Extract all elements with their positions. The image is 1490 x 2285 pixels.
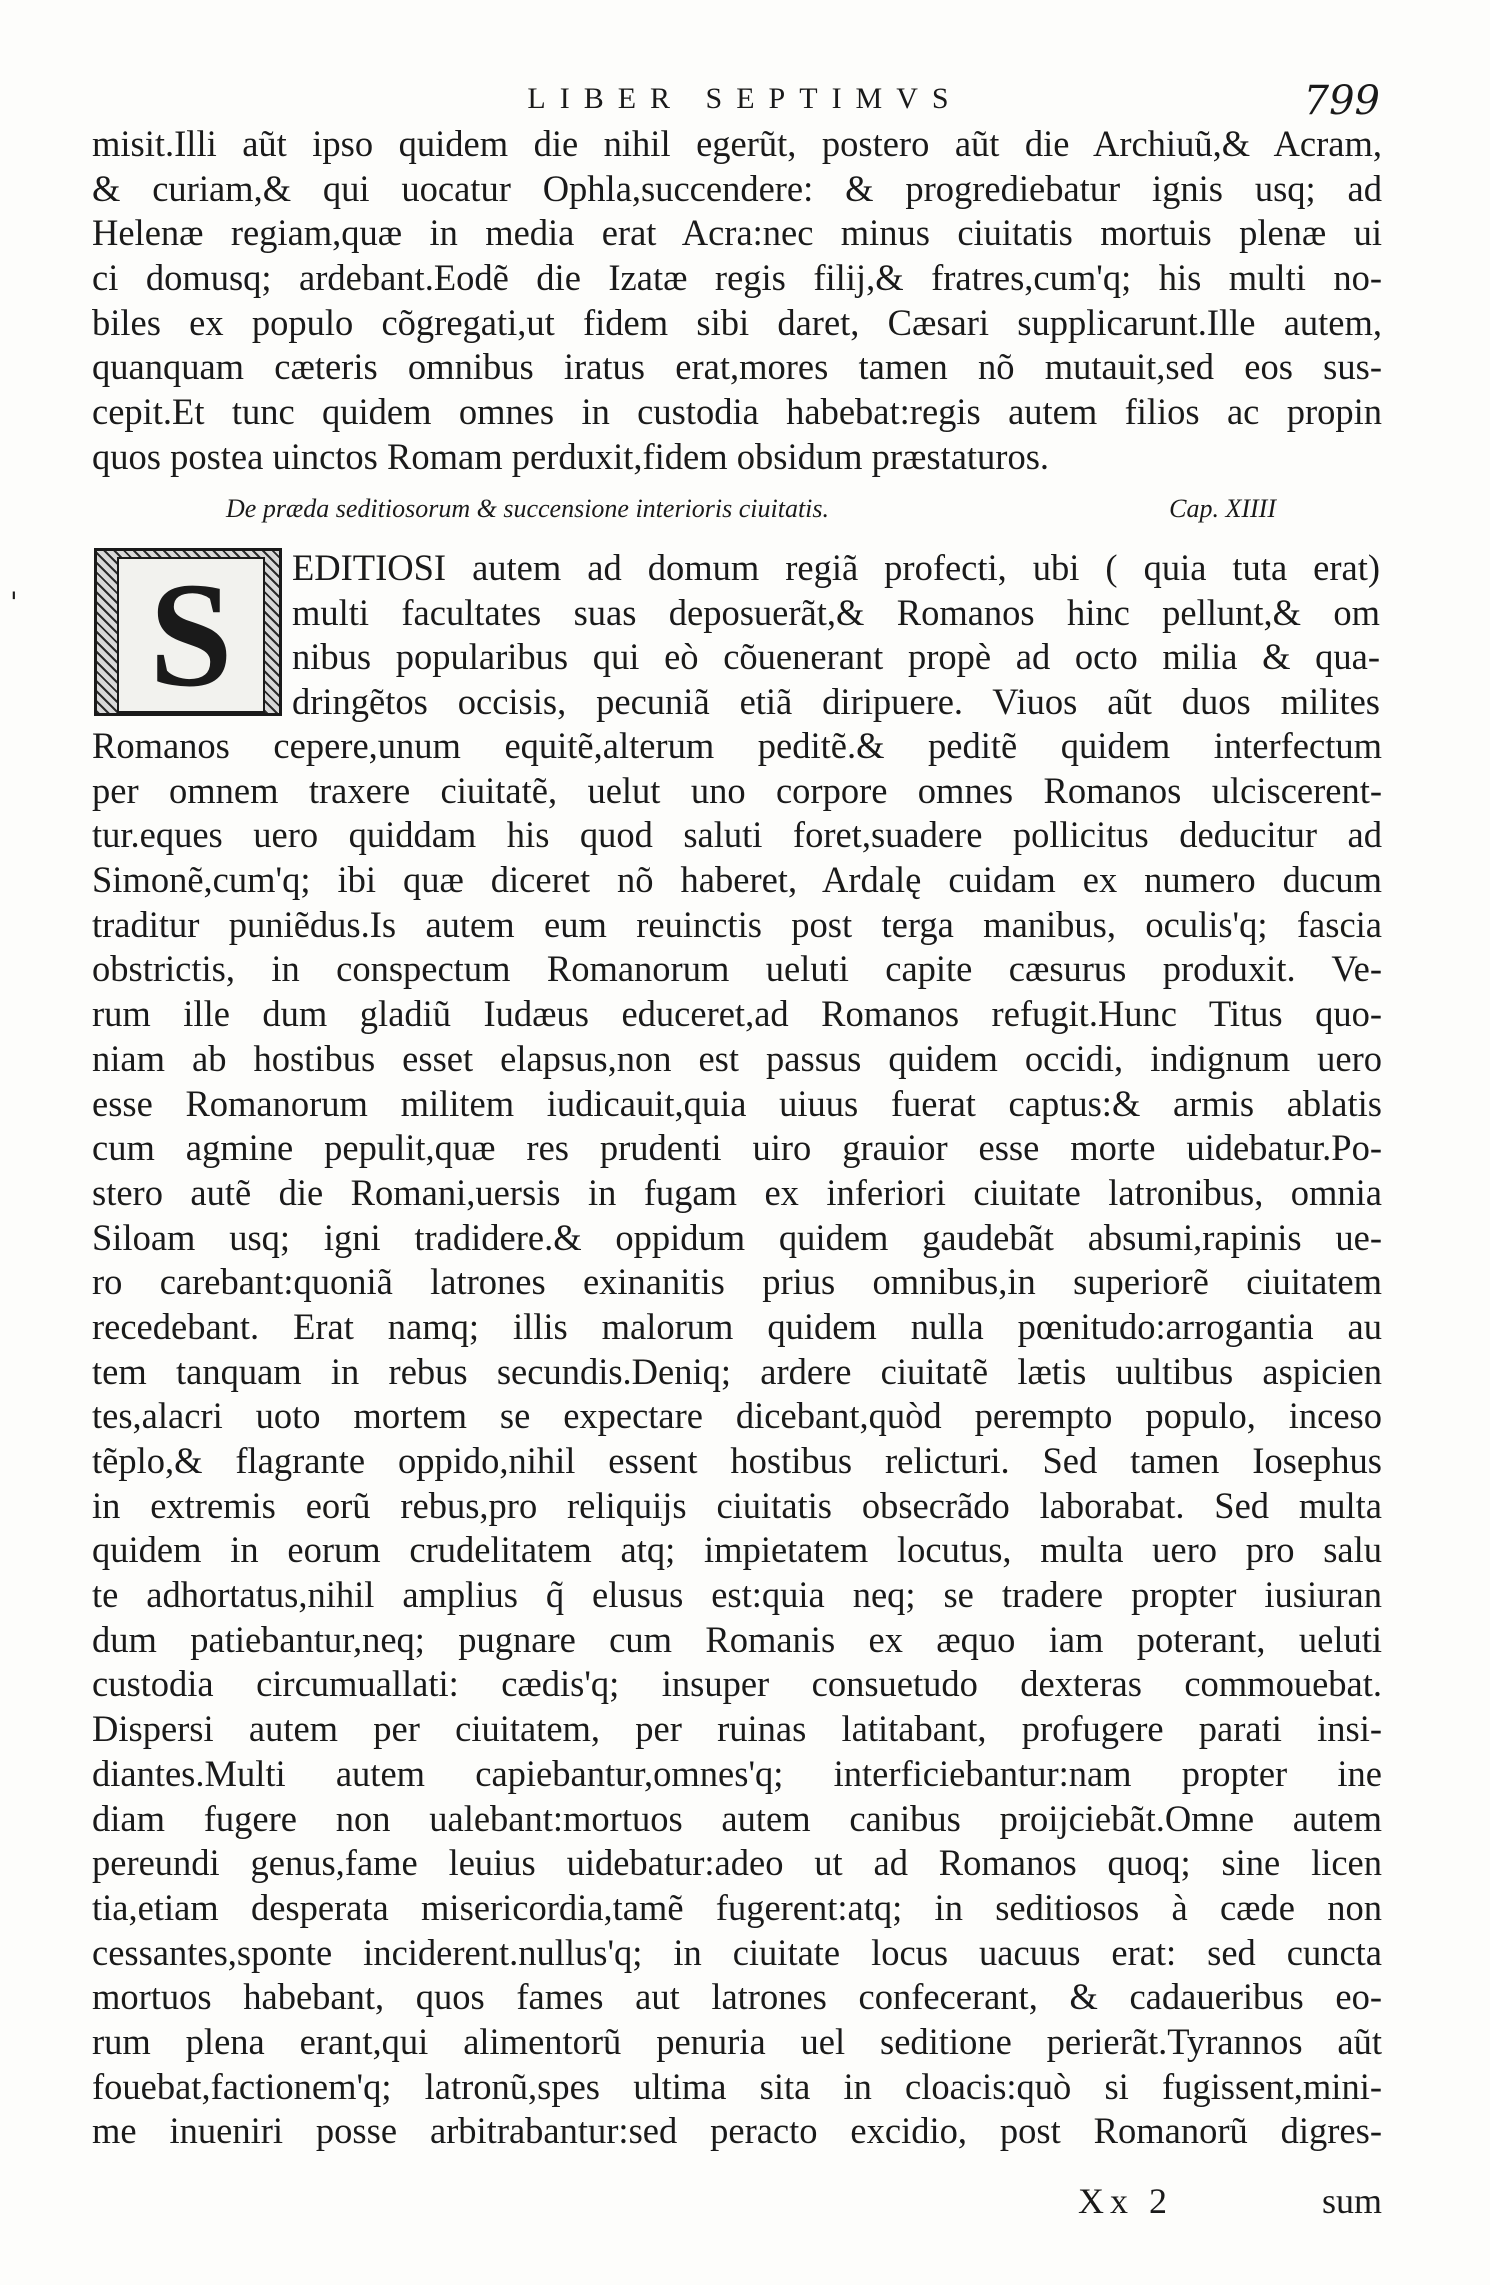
text-line: quidem in eorum crudelitatem atq; impietatem locutus, multa uero pro salu	[92, 1529, 1382, 1571]
text-line: obstrictis, in conspectum Romanorum ueluti capite cæsurus produxit. Ve-	[92, 948, 1382, 990]
text-line: recedebant. Erat namq; illis malorum quidem nulla pœnitudo:arrogantia au	[92, 1305, 1382, 1347]
text-line: cum agmine pepulit,quæ res prudenti uiro grauior esse morte uidebatur.Po-	[92, 1127, 1382, 1169]
text-line: nibus popularibus qui eò cõuenerant propè ad octo milia & qua-	[292, 636, 1380, 678]
text-line: tur.eques uero quiddam his quod saluti foret,suadere pollicitus deducitur ad	[92, 814, 1382, 856]
text-line: custodia circumuallati: cædis'q; insuper consuetudo dexteras commouebat.	[92, 1663, 1382, 1705]
chapter-number: Cap. XIIII	[1169, 494, 1276, 523]
text-line: in extremis eorũ rebus,pro reliquijs ciuitatis obsecrãdo laborabat. Sed multa	[92, 1484, 1382, 1526]
paragraph-1	[92, 122, 1382, 480]
signature-mark: Xx 2	[1078, 2181, 1173, 2221]
text-line: esse Romanorum militem iudicauit,quia uiuus fuerat captus:& armis ablatis	[92, 1082, 1382, 1124]
text-line: cessantes,sponte inciderent.nullus'q; in ciuitate locus uacuus erat: sed cuncta	[92, 1931, 1382, 1973]
text-line: biles ex populo cõgregati,ut fidem sibi daret, Cæsari supplicarunt.Ille autem,	[92, 301, 1382, 343]
text-line: Helenæ regiam,quæ in media erat Acra:nec minus ciuitatis mortuis plenæ ui	[92, 212, 1382, 254]
text-line: & curiam,& qui uocatur Ophla,succendere: & progrediebatur ignis usq; ad	[92, 167, 1382, 209]
text-line: stero autẽ die Romani,uersis in fugam ex inferiori ciuitate latronibus, omnia	[92, 1171, 1382, 1213]
text-line: cepit.Et tunc quidem omnes in custodia habebat:regis autem filios ac propin	[92, 391, 1382, 433]
running-head	[0, 78, 1490, 128]
text-line: me inueniri posse arbitrabantur:sed peracto excidio, post Romanorũ digres-	[92, 2110, 1382, 2152]
text-line: tẽplo,& flagrante oppido,nihil essent hostibus relicturi. Sed tamen Iosephus	[92, 1440, 1382, 1481]
text-line: multi facultates suas deposuerãt,& Romanos hinc pellunt,& om	[292, 591, 1380, 633]
text-line: dringẽtos occisis, pecuniã etiã diripuere. Viuos aũt duos milites	[292, 681, 1380, 723]
text-line: mortuos habebant, quos fames aut latrones confecerant, & cadaueribus eo-	[92, 1976, 1382, 2018]
text-line: quos postea uinctos Romam perduxit,fidem obsidum præstaturos.	[92, 435, 1050, 477]
text-line: traditur puniẽdus.Is autem eum reuinctis post terga manibus, oculis'q; fascia	[92, 903, 1382, 945]
chapter-heading: De præda seditiosorum & succensione interioris ciuitatis.	[226, 494, 830, 523]
text-line: per omnem traxere ciuitatẽ, uelut uno corpore omnes Romanos ulciscerent-	[92, 769, 1382, 811]
text-line: Simonẽ,cum'q; ibi quæ diceret nõ haberet, Ardalę cuidam ex numero ducum	[92, 859, 1382, 901]
catchword: sum	[1321, 2181, 1382, 2221]
text-line: Siloam usq; igni tradidere.& oppidum quidem gaudebãt absumi,rapinis ue-	[92, 1216, 1382, 1258]
text-line: fouebat,factionem'q; latronũ,spes ultima sita in cloacis:quò si fugissent,mini-	[92, 2065, 1382, 2107]
text-line: diantes.Multi autem capiebantur,omnes'q; interficiebantur:nam propter ine	[92, 1752, 1382, 1794]
text-line: Dispersi autem per ciuitatem, per ruinas latitabant, profugere parati insi-	[92, 1708, 1382, 1750]
chapter-caption	[226, 494, 1276, 524]
text-line: misit.Illi aũt ipso quidem die nihil egerũt, postero aũt die Archiuũ,& Acram,	[92, 123, 1382, 164]
text-line: EDITIOSI autem ad domum regiã profecti, ubi ( quia tuta erat)	[292, 547, 1380, 588]
text-line: quanquam cæteris omnibus iratus erat,mores tamen nõ mutauit,sed eos sus-	[92, 346, 1382, 388]
text-line: rum plena erant,qui alimentorũ penuria uel seditione perierãt.Tyrannos aũt	[92, 2020, 1382, 2062]
text-line: pereundi genus,fame leuius uidebatur:adeo ut ad Romanos quoq; sine licen	[92, 1842, 1382, 1884]
text-line: tem tanquam in rebus secundis.Deniq; ardere ciuitatẽ lætis uultibus aspicien	[92, 1350, 1382, 1392]
text-line: dum patiebantur,neq; pugnare cum Romanis ex æquo iam poterant, ueluti	[92, 1618, 1382, 1660]
running-title: LIBER SEPTIMVS	[527, 82, 963, 115]
text-line: ro carebant:quoniã latrones exinanitis prius omnibus,in superiorẽ ciuitatem	[92, 1261, 1382, 1303]
text-line: te adhortatus,nihil amplius q̃ elusus est:quia neq; se tradere propter iusiuran	[92, 1574, 1382, 1616]
text-line: rum ille dum gladiũ Iudæus educeret,ad Romanos refugit.Hunc Titus quo-	[92, 993, 1382, 1035]
initial-letter: S	[117, 557, 265, 713]
paragraph-2-indented	[292, 546, 1380, 725]
text-line: tes,alacri uoto mortem se expectare dicebant,quòd perempto populo, inceso	[92, 1395, 1382, 1437]
text-line: Romanos cepere,unum equitẽ,alterum peditẽ.& peditẽ quidem interfectum	[92, 725, 1382, 766]
text-line: niam ab hostibus esset elapsus,non est passus quidem occidi, indignum uero	[92, 1037, 1382, 1079]
text-line: diam fugere non ualebant:mortuos autem canibus proijciebãt.Omne autem	[92, 1797, 1382, 1839]
page-number: 799	[1303, 78, 1380, 124]
decorated-initial	[94, 548, 282, 716]
paragraph-2-body	[92, 724, 1382, 2154]
text-line: ci domusq; ardebant.Eodẽ die Izatæ regis filij,& fratres,cum'q; his multi no-	[92, 257, 1382, 299]
margin-mark: '	[10, 586, 18, 619]
text-line: tia,etiam desperata misericordia,tamẽ fugerent:atq; in seditiosos à cæde non	[92, 1886, 1382, 1928]
